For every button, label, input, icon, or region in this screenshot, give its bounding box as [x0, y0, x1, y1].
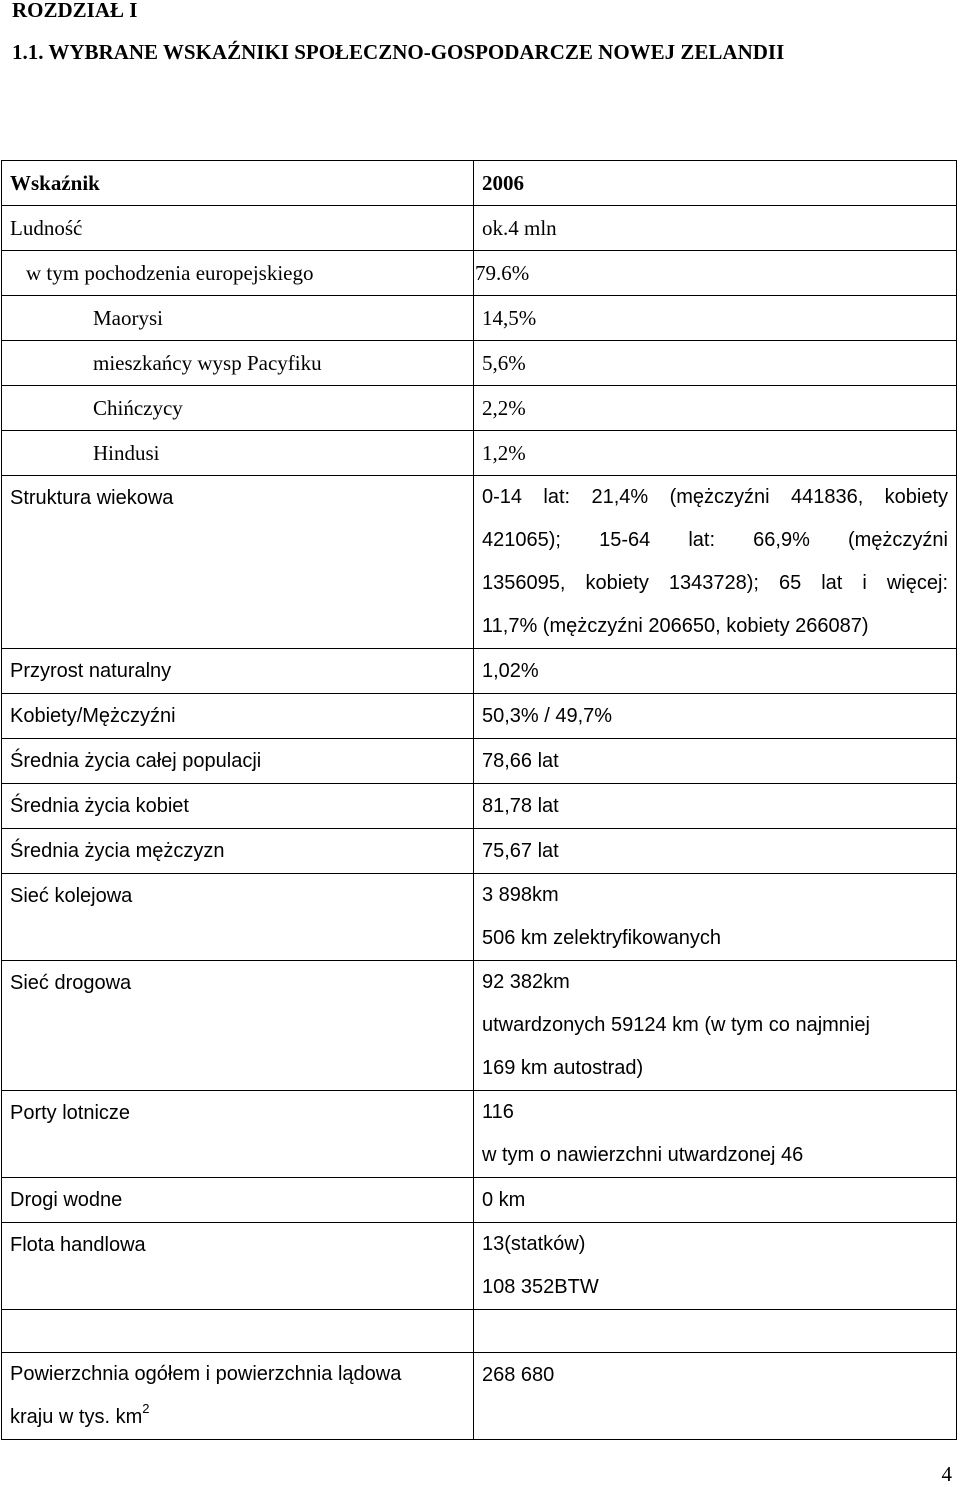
table-row — [2, 829, 957, 874]
row-value-life-women: 81,78 lat — [474, 784, 957, 829]
table-row — [2, 251, 957, 296]
row-value-rail — [474, 874, 957, 961]
area-label-superscript: 2 — [142, 1401, 150, 1416]
table-row — [2, 206, 957, 251]
header-indicator: Wskaźnik — [2, 161, 474, 206]
airports-line: 116 — [482, 1101, 514, 1123]
age-structure-line: 0-14 lat: 21,4% (mężczyźni 441836, kobiety — [482, 486, 948, 508]
table-row — [2, 874, 957, 961]
table-row — [2, 386, 957, 431]
row-label-rail: Sieć kolejowa — [2, 874, 474, 961]
age-structure-line: 11,7% (mężczyźni 206650, kobiety 266087) — [482, 615, 869, 637]
row-value-area: 268 680 — [474, 1353, 957, 1440]
rail-line: 3 898km — [482, 884, 559, 906]
fleet-line: 13(statków) — [482, 1233, 586, 1255]
table-row — [2, 649, 957, 694]
row-value-natural-growth: 1,02% — [474, 649, 957, 694]
road-line: 92 382km — [482, 971, 570, 993]
value-text: 79.6% — [475, 261, 530, 285]
row-label-natural-growth: Przyrost naturalny — [2, 649, 474, 694]
section-title: 1.1. WYBRANE WSKAŹNIKI SPOŁECZNO-GOSPODARCZE NOWEJ ZELANDII — [12, 40, 785, 64]
age-structure-line: 1356095, kobiety 1343728); 65 lat i więcej: — [482, 572, 948, 594]
row-value-road — [474, 961, 957, 1091]
row-value-hindu: 1,2% — [474, 431, 957, 476]
row-label-population: Ludność — [2, 206, 474, 251]
row-value-european — [474, 251, 957, 296]
row-value-life-all: 78,66 lat — [474, 739, 957, 784]
table-row — [2, 1178, 957, 1223]
rail-line: 506 km zelektryfikowanych — [482, 927, 721, 949]
table-row — [2, 1353, 957, 1440]
row-label-life-women: Średnia życia kobiet — [2, 784, 474, 829]
row-value-population: ok.4 mln — [474, 206, 957, 251]
row-label-fleet: Flota handlowa — [2, 1223, 474, 1310]
row-label-european: w tym pochodzenia europejskiego — [2, 251, 474, 296]
row-label-airports: Porty lotnicze — [2, 1091, 474, 1178]
row-value-fleet — [474, 1223, 957, 1310]
road-line: 169 km autostrad) — [482, 1057, 644, 1079]
header-year: 2006 — [474, 161, 957, 206]
area-label-line: Powierzchnia ogółem i powierzchnia lądowa — [10, 1363, 402, 1385]
table-row — [2, 431, 957, 476]
table-row — [2, 961, 957, 1091]
row-value-pacific: 5,6% — [474, 341, 957, 386]
table-row — [2, 1091, 957, 1178]
row-label-waterways: Drogi wodne — [2, 1178, 474, 1223]
row-label-age-structure: Struktura wiekowa — [2, 476, 474, 649]
chapter-title: ROZDZIAŁ I — [12, 0, 138, 22]
table-row — [2, 296, 957, 341]
area-label-line — [10, 1396, 465, 1439]
age-structure-line: 421065); 15-64 lat: 66,9% (mężczyźni — [482, 529, 948, 551]
empty-cell — [2, 1310, 474, 1353]
row-label-maori: Maorysi — [2, 296, 474, 341]
indicators-table — [1, 160, 957, 1440]
row-value-gender-ratio: 50,3% / 49,7% — [474, 694, 957, 739]
airports-line: w tym o nawierzchni utwardzonej 46 — [482, 1144, 804, 1166]
row-label-area — [2, 1353, 474, 1440]
row-label-gender-ratio: Kobiety/Mężczyźni — [2, 694, 474, 739]
row-value-maori: 14,5% — [474, 296, 957, 341]
row-label-life-all: Średnia życia całej populacji — [2, 739, 474, 784]
row-value-chinese: 2,2% — [474, 386, 957, 431]
row-value-airports — [474, 1091, 957, 1178]
table-header-row — [2, 161, 957, 206]
page-number: 4 — [941, 1462, 952, 1486]
table-row — [2, 694, 957, 739]
road-line: utwardzonych 59124 km (w tym co najmniej — [482, 1014, 870, 1036]
table-row — [2, 1223, 957, 1310]
row-label-road: Sieć drogowa — [2, 961, 474, 1091]
table-row — [2, 341, 957, 386]
empty-cell — [474, 1310, 957, 1353]
empty-row — [2, 1310, 957, 1353]
area-label-text: kraju w tys. km — [10, 1406, 143, 1428]
row-label-life-men: Średnia życia mężczyzn — [2, 829, 474, 874]
table-row — [2, 476, 957, 649]
row-label-hindu: Hindusi — [2, 431, 474, 476]
table-row — [2, 739, 957, 784]
row-value-waterways: 0 km — [474, 1178, 957, 1223]
row-label-pacific: mieszkańcy wysp Pacyfiku — [2, 341, 474, 386]
fleet-line: 108 352BTW — [482, 1276, 599, 1298]
row-value-age-structure — [474, 476, 957, 649]
table-row — [2, 784, 957, 829]
row-label-chinese: Chińczycy — [2, 386, 474, 431]
row-value-life-men: 75,67 lat — [474, 829, 957, 874]
